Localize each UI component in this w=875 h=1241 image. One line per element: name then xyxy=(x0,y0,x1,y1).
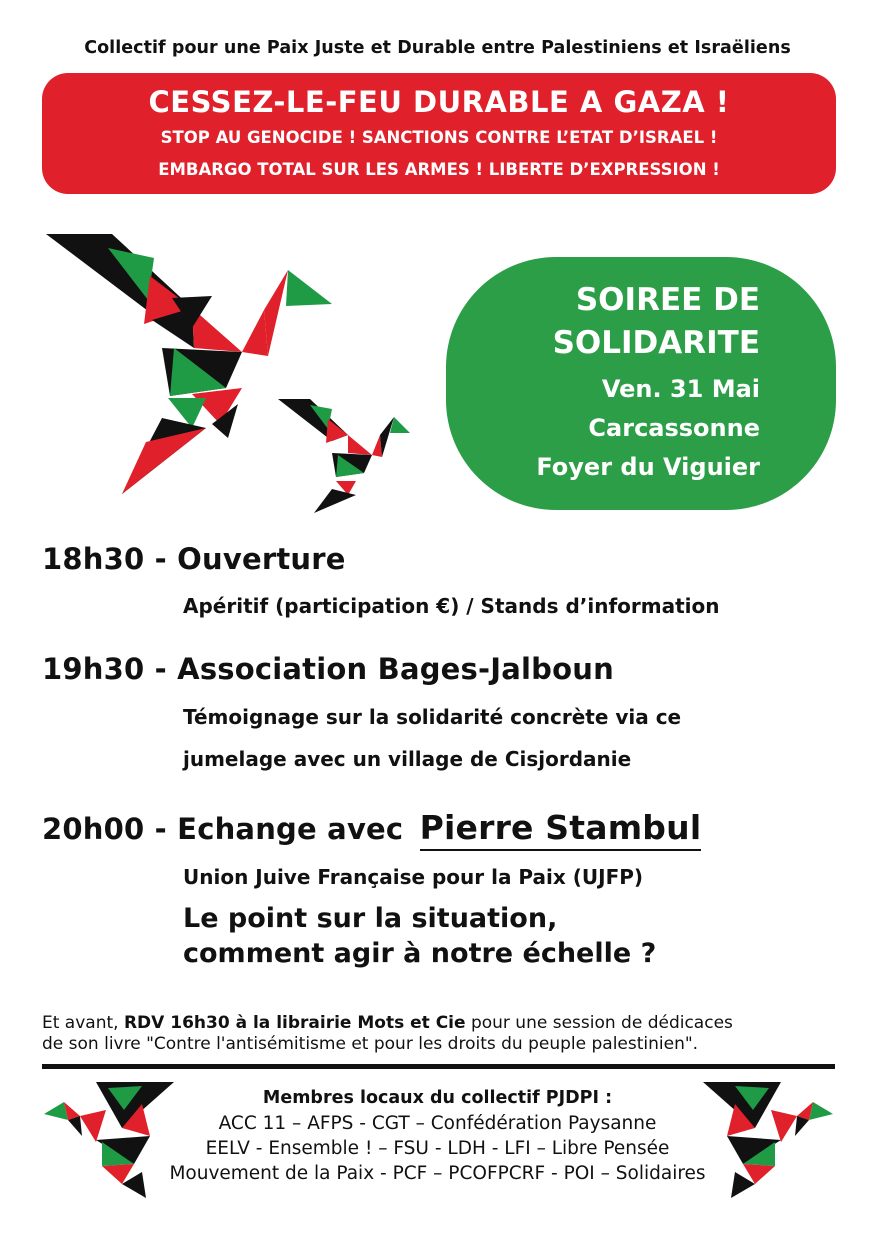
speaker-name: Pierre Stambul xyxy=(420,808,702,851)
program-3-highlight-2: comment agir à notre échelle ? xyxy=(183,938,657,969)
program-1-detail: Apéritif (participation €) / Stands d’information xyxy=(183,594,720,618)
banner-line-3: EMBARGO TOTAL SUR LES ARMES ! LIBERTE D’EXPRESSION ! xyxy=(158,160,720,179)
event-city: Carcassonne xyxy=(588,414,760,442)
ceasefire-banner xyxy=(42,73,836,194)
event-title-line2: SOLIDARITE xyxy=(552,325,760,361)
banner-headline: CESSEZ-LE-FEU DURABLE A GAZA ! xyxy=(148,85,730,119)
program-1-title: 18h30 - Ouverture xyxy=(42,542,346,576)
divider xyxy=(42,1064,835,1069)
program-2-detail-2: jumelage avec un village de Cisjordanie xyxy=(183,747,632,771)
program-3-highlight-1: Le point sur la situation, xyxy=(183,903,558,934)
pre-event-bold: RDV 16h30 à la librairie Mots et Cie xyxy=(123,1013,466,1033)
banner-line-2: STOP AU GENOCIDE ! SANCTIONS CONTRE L’ETAT D’ISRAEL ! xyxy=(160,128,718,147)
members-line-2: EELV - Ensemble ! – FSU - LDH - LFI – Libre Pensée xyxy=(205,1138,670,1159)
event-title-line1: SOIREE DE xyxy=(575,282,760,318)
collective-title: Collectif pour une Paix Juste et Durable entre Palestiniens et Israëliens xyxy=(84,38,791,58)
program-3-detail: Union Juive Française pour la Paix (UJFP) xyxy=(183,865,644,889)
members-line-3: Mouvement de la Paix - PCF – PCOFPCRF - POI – Solidaires xyxy=(169,1163,706,1184)
pre-event-lead: Et avant, xyxy=(42,1013,119,1033)
program-2-title: 19h30 - Association Bages-Jalboun xyxy=(42,652,614,686)
program-2-detail-1: Témoignage sur la solidarité concrète via ce xyxy=(183,705,682,729)
pre-event-note-line2: de son livre "Contre l'antisémitisme et pour les droits du peuple palestinien". xyxy=(42,1034,699,1054)
program-3-time: 20h00 - Echange avec xyxy=(42,812,404,846)
members-heading: Membres locaux du collectif PJDPI : xyxy=(262,1088,613,1108)
pre-event-note-line1 xyxy=(42,1013,733,1034)
small-dove-icon xyxy=(276,395,416,515)
pre-event-rest: pour une session de dédicaces xyxy=(470,1013,733,1033)
event-info-badge xyxy=(446,257,836,510)
event-venue: Foyer du Viguier xyxy=(536,453,760,481)
program-3-title xyxy=(42,808,701,851)
members-line-1: ACC 11 – AFPS - CGT – Confédération Paysanne xyxy=(218,1113,657,1134)
event-date: Ven. 31 Mai xyxy=(601,375,760,403)
